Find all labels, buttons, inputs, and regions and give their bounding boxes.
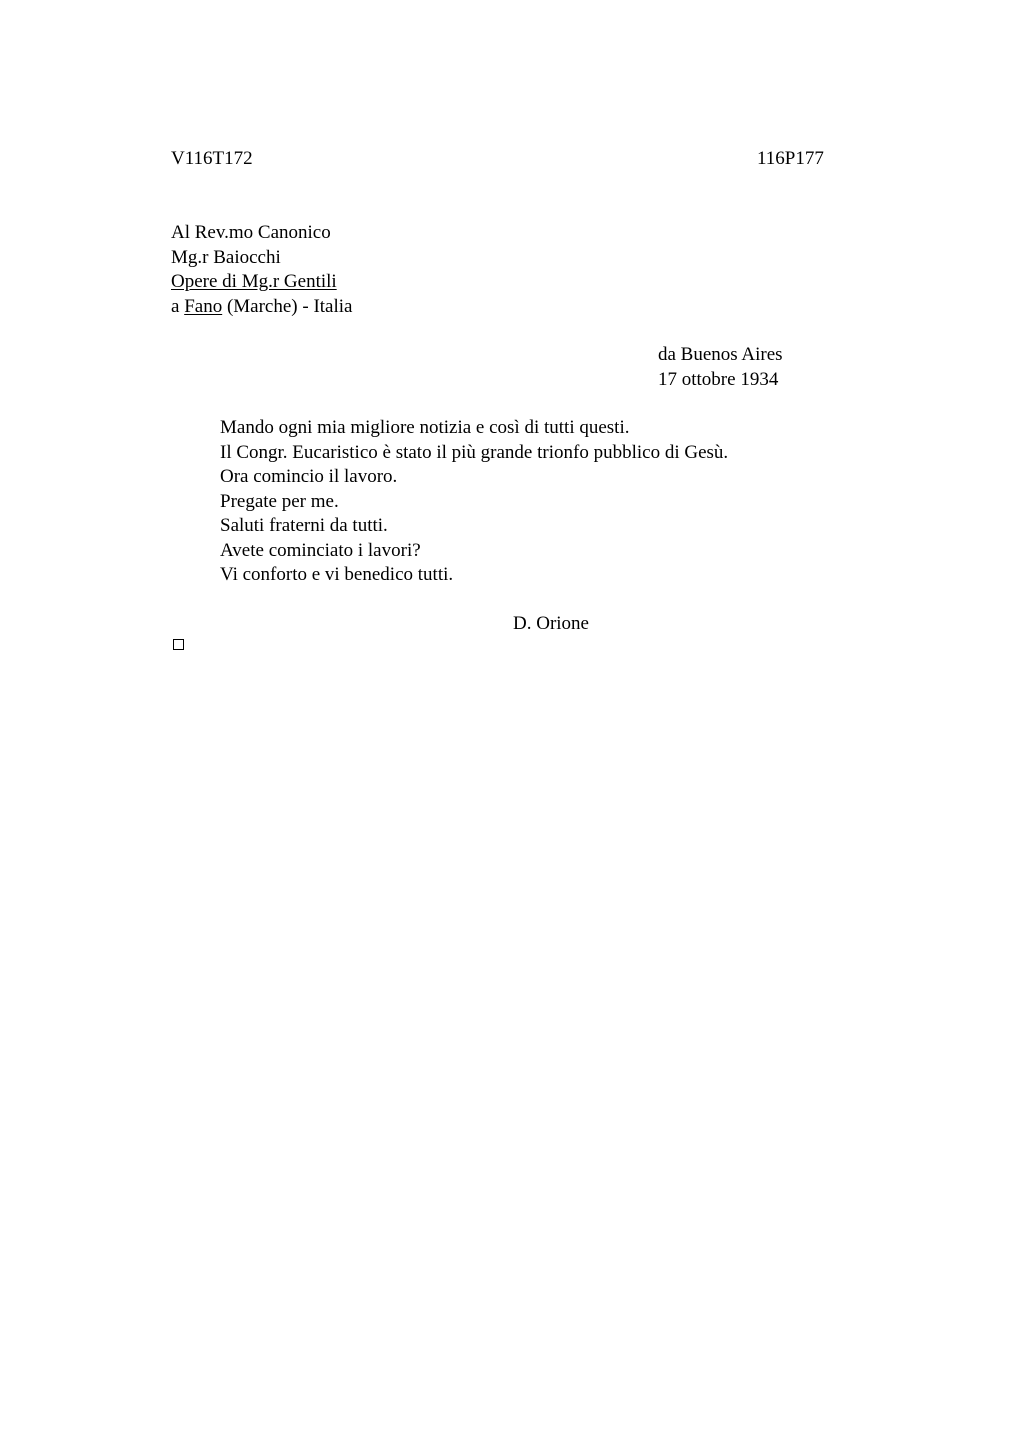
location-prefix: a	[171, 295, 185, 317]
addressee-line-institution: Opere di Mg.r Gentili	[171, 271, 337, 292]
body-line: Il Congr. Eucaristico è stato il più grande trionfo pubblico di Gesù.	[220, 441, 729, 463]
sender-place: da Buenos Aires	[658, 344, 783, 365]
body-line: Pregate per me.	[220, 490, 339, 512]
body-line: Ora comincio il lavoro.	[220, 466, 398, 487]
body-line: Vi conforto e vi benedico tutti.	[220, 564, 454, 585]
addressee-line-location	[171, 295, 352, 320]
document-reference-right: 116P177	[757, 148, 824, 169]
location-city: Fano	[184, 295, 223, 317]
body-line: Avete cominciato i lavori?	[220, 539, 421, 561]
empty-square-icon	[173, 639, 184, 650]
body-line: Saluti fraterni da tutti.	[220, 515, 388, 536]
letter-date: 17 ottobre 1934	[658, 368, 779, 390]
body-line: Mando ogni mia migliore notizia e così di tutti questi.	[220, 417, 630, 438]
addressee-block	[171, 221, 352, 319]
addressee-line-title: Al Rev.mo Canonico	[171, 222, 331, 243]
signature: D. Orione	[513, 613, 589, 634]
location-suffix: (Marche) - Italia	[222, 295, 353, 317]
sender-place-date	[658, 343, 783, 392]
addressee-line-name: Mg.r Baiocchi	[171, 246, 281, 268]
letter-body	[220, 416, 728, 588]
document-reference-left: V116T172	[171, 148, 253, 169]
